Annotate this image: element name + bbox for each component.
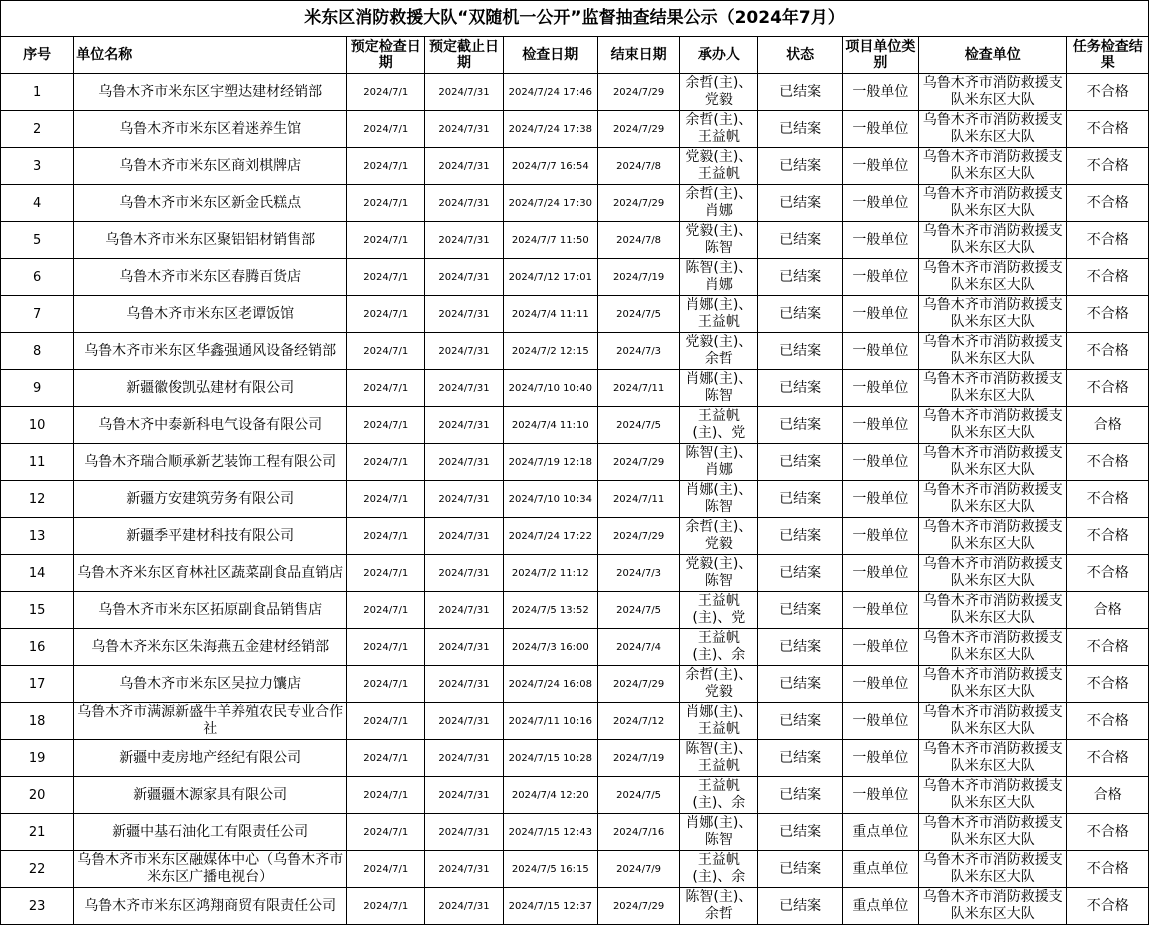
cell-index: 12: [1, 481, 74, 518]
table-row: [1, 592, 1149, 629]
cell-status: 已结案: [758, 666, 842, 703]
cell-handler: 党毅(主)、陈智: [680, 222, 758, 259]
cell-handler: 余哲(主)、党毅: [680, 74, 758, 111]
cell-index: 15: [1, 592, 74, 629]
cell-project-type: 一般单位: [842, 370, 918, 407]
cell-plan-deadline: 2024/7/31: [425, 148, 503, 185]
cell-plan-check-date: 2024/7/1: [347, 592, 425, 629]
cell-project-type: 一般单位: [842, 555, 918, 592]
cell-check-unit: 乌鲁木齐市消防救援支队米东区大队: [919, 851, 1067, 888]
cell-check-date: 2024/7/10 10:40: [503, 370, 597, 407]
cell-result: 不合格: [1067, 148, 1149, 185]
cell-plan-deadline: 2024/7/31: [425, 851, 503, 888]
cell-handler: 王益帆(主)、余: [680, 777, 758, 814]
cell-project-type: 一般单位: [842, 592, 918, 629]
cell-end-date: 2024/7/29: [597, 518, 679, 555]
cell-plan-check-date: 2024/7/1: [347, 74, 425, 111]
cell-handler: 王益帆(主)、党: [680, 407, 758, 444]
cell-plan-deadline: 2024/7/31: [425, 629, 503, 666]
cell-end-date: 2024/7/29: [597, 74, 679, 111]
cell-end-date: 2024/7/29: [597, 185, 679, 222]
cell-project-type: 一般单位: [842, 740, 918, 777]
cell-plan-deadline: 2024/7/31: [425, 592, 503, 629]
cell-status: 已结案: [758, 851, 842, 888]
table-row: [1, 666, 1149, 703]
cell-status: 已结案: [758, 148, 842, 185]
cell-index: 22: [1, 851, 74, 888]
cell-project-type: 一般单位: [842, 259, 918, 296]
cell-plan-deadline: 2024/7/31: [425, 555, 503, 592]
table-body: [1, 74, 1149, 925]
cell-handler: 王益帆(主)、余: [680, 851, 758, 888]
cell-index: 10: [1, 407, 74, 444]
table-row: [1, 777, 1149, 814]
cell-result: 不合格: [1067, 555, 1149, 592]
table-row: [1, 518, 1149, 555]
cell-index: 8: [1, 333, 74, 370]
cell-handler: 陈智(主)、肖娜: [680, 259, 758, 296]
cell-handler: 肖娜(主)、陈智: [680, 814, 758, 851]
cell-check-date: 2024/7/24 17:22: [503, 518, 597, 555]
cell-project-type: 重点单位: [842, 888, 918, 925]
table-row: [1, 740, 1149, 777]
cell-plan-deadline: 2024/7/31: [425, 222, 503, 259]
cell-check-date: 2024/7/2 11:12: [503, 555, 597, 592]
cell-plan-deadline: 2024/7/31: [425, 740, 503, 777]
cell-unit-name: 乌鲁木齐市米东区春腾百货店: [74, 259, 347, 296]
cell-end-date: 2024/7/3: [597, 333, 679, 370]
table-row: [1, 629, 1149, 666]
cell-handler: 王益帆(主)、余: [680, 629, 758, 666]
table-row: [1, 703, 1149, 740]
cell-project-type: 重点单位: [842, 851, 918, 888]
cell-check-date: 2024/7/11 10:16: [503, 703, 597, 740]
cell-check-date: 2024/7/4 11:10: [503, 407, 597, 444]
table-row: [1, 74, 1149, 111]
cell-end-date: 2024/7/19: [597, 740, 679, 777]
cell-project-type: 一般单位: [842, 148, 918, 185]
cell-plan-check-date: 2024/7/1: [347, 555, 425, 592]
cell-status: 已结案: [758, 111, 842, 148]
cell-index: 13: [1, 518, 74, 555]
cell-project-type: 一般单位: [842, 703, 918, 740]
cell-check-unit: 乌鲁木齐市消防救援支队米东区大队: [919, 407, 1067, 444]
cell-result: 合格: [1067, 592, 1149, 629]
header-check-date: 检查日期: [503, 37, 597, 74]
cell-status: 已结案: [758, 296, 842, 333]
cell-unit-name: 乌鲁木齐市米东区新金氏糕点: [74, 185, 347, 222]
cell-plan-check-date: 2024/7/1: [347, 814, 425, 851]
cell-index: 6: [1, 259, 74, 296]
cell-unit-name: 乌鲁木齐米东区朱海燕五金建材经销部: [74, 629, 347, 666]
cell-result: 不合格: [1067, 185, 1149, 222]
table-row: [1, 296, 1149, 333]
cell-status: 已结案: [758, 185, 842, 222]
header-row: [1, 37, 1149, 74]
cell-check-date: 2024/7/12 17:01: [503, 259, 597, 296]
header-end-date: 结束日期: [597, 37, 679, 74]
cell-plan-deadline: 2024/7/31: [425, 407, 503, 444]
cell-check-unit: 乌鲁木齐市消防救援支队米东区大队: [919, 259, 1067, 296]
cell-plan-check-date: 2024/7/1: [347, 259, 425, 296]
cell-project-type: 一般单位: [842, 407, 918, 444]
cell-status: 已结案: [758, 333, 842, 370]
table-row: [1, 888, 1149, 925]
cell-handler: 陈智(主)、王益帆: [680, 740, 758, 777]
cell-status: 已结案: [758, 777, 842, 814]
cell-index: 5: [1, 222, 74, 259]
cell-check-unit: 乌鲁木齐市消防救援支队米东区大队: [919, 444, 1067, 481]
cell-end-date: 2024/7/8: [597, 222, 679, 259]
cell-index: 20: [1, 777, 74, 814]
cell-plan-check-date: 2024/7/1: [347, 333, 425, 370]
cell-end-date: 2024/7/19: [597, 259, 679, 296]
cell-end-date: 2024/7/5: [597, 407, 679, 444]
cell-end-date: 2024/7/5: [597, 592, 679, 629]
cell-index: 23: [1, 888, 74, 925]
table-row: [1, 481, 1149, 518]
cell-result: 不合格: [1067, 814, 1149, 851]
cell-result: 不合格: [1067, 703, 1149, 740]
cell-result: 不合格: [1067, 370, 1149, 407]
cell-check-date: 2024/7/24 17:46: [503, 74, 597, 111]
cell-unit-name: 新疆中麦房地产经纪有限公司: [74, 740, 347, 777]
cell-handler: 余哲(主)、党毅: [680, 518, 758, 555]
cell-check-unit: 乌鲁木齐市消防救援支队米东区大队: [919, 814, 1067, 851]
cell-check-unit: 乌鲁木齐市消防救援支队米东区大队: [919, 740, 1067, 777]
cell-plan-deadline: 2024/7/31: [425, 111, 503, 148]
cell-index: 9: [1, 370, 74, 407]
cell-plan-deadline: 2024/7/31: [425, 74, 503, 111]
cell-unit-name: 乌鲁木齐市米东区华鑫强通风设备经销部: [74, 333, 347, 370]
cell-result: 不合格: [1067, 296, 1149, 333]
cell-status: 已结案: [758, 703, 842, 740]
cell-result: 不合格: [1067, 629, 1149, 666]
cell-plan-check-date: 2024/7/1: [347, 148, 425, 185]
cell-plan-deadline: 2024/7/31: [425, 444, 503, 481]
cell-index: 7: [1, 296, 74, 333]
cell-handler: 余哲(主)、党毅: [680, 666, 758, 703]
cell-unit-name: 乌鲁木齐市米东区融媒体中心（乌鲁木齐市米东区广播电视台）: [74, 851, 347, 888]
cell-project-type: 一般单位: [842, 629, 918, 666]
cell-result: 不合格: [1067, 111, 1149, 148]
cell-handler: 余哲(主)、肖娜: [680, 185, 758, 222]
cell-check-date: 2024/7/5 16:15: [503, 851, 597, 888]
header-unit-name: 单位名称: [74, 37, 347, 74]
cell-check-unit: 乌鲁木齐市消防救援支队米东区大队: [919, 370, 1067, 407]
cell-handler: 陈智(主)、余哲: [680, 888, 758, 925]
cell-plan-deadline: 2024/7/31: [425, 259, 503, 296]
cell-end-date: 2024/7/29: [597, 111, 679, 148]
cell-plan-check-date: 2024/7/1: [347, 111, 425, 148]
header-plan-check-date: 预定检查日期: [347, 37, 425, 74]
cell-check-date: 2024/7/24 16:08: [503, 666, 597, 703]
cell-end-date: 2024/7/11: [597, 481, 679, 518]
cell-unit-name: 乌鲁木齐瑞合顺承新艺装饰工程有限公司: [74, 444, 347, 481]
cell-plan-check-date: 2024/7/1: [347, 185, 425, 222]
cell-check-unit: 乌鲁木齐市消防救援支队米东区大队: [919, 185, 1067, 222]
cell-result: 不合格: [1067, 740, 1149, 777]
cell-index: 17: [1, 666, 74, 703]
cell-end-date: 2024/7/16: [597, 814, 679, 851]
cell-check-date: 2024/7/24 17:38: [503, 111, 597, 148]
cell-handler: 陈智(主)、肖娜: [680, 444, 758, 481]
header-plan-deadline: 预定截止日期: [425, 37, 503, 74]
cell-check-date: 2024/7/7 11:50: [503, 222, 597, 259]
table-row: [1, 333, 1149, 370]
table-row: [1, 555, 1149, 592]
cell-plan-check-date: 2024/7/1: [347, 851, 425, 888]
cell-check-date: 2024/7/24 17:30: [503, 185, 597, 222]
cell-plan-check-date: 2024/7/1: [347, 370, 425, 407]
cell-check-unit: 乌鲁木齐市消防救援支队米东区大队: [919, 592, 1067, 629]
table-row: [1, 185, 1149, 222]
cell-status: 已结案: [758, 370, 842, 407]
page-title: 米东区消防救援大队“双随机一公开”监督抽查结果公示（2024年7月）: [1, 1, 1149, 37]
table-row: [1, 851, 1149, 888]
cell-handler: 肖娜(主)、王益帆: [680, 703, 758, 740]
cell-check-date: 2024/7/5 13:52: [503, 592, 597, 629]
cell-check-date: 2024/7/4 11:11: [503, 296, 597, 333]
cell-project-type: 一般单位: [842, 296, 918, 333]
cell-index: 11: [1, 444, 74, 481]
cell-check-unit: 乌鲁木齐市消防救援支队米东区大队: [919, 111, 1067, 148]
cell-end-date: 2024/7/29: [597, 666, 679, 703]
cell-unit-name: 乌鲁木齐市米东区拓原副食品销售店: [74, 592, 347, 629]
cell-end-date: 2024/7/29: [597, 888, 679, 925]
cell-check-unit: 乌鲁木齐市消防救援支队米东区大队: [919, 74, 1067, 111]
cell-check-date: 2024/7/15 10:28: [503, 740, 597, 777]
cell-status: 已结案: [758, 407, 842, 444]
cell-plan-deadline: 2024/7/31: [425, 333, 503, 370]
cell-status: 已结案: [758, 444, 842, 481]
cell-check-unit: 乌鲁木齐市消防救援支队米东区大队: [919, 666, 1067, 703]
cell-status: 已结案: [758, 555, 842, 592]
cell-unit-name: 乌鲁木齐市满源新盛牛羊养殖农民专业合作社: [74, 703, 347, 740]
cell-status: 已结案: [758, 888, 842, 925]
cell-plan-deadline: 2024/7/31: [425, 296, 503, 333]
cell-check-date: 2024/7/15 12:43: [503, 814, 597, 851]
cell-unit-name: 新疆方安建筑劳务有限公司: [74, 481, 347, 518]
table-row: [1, 370, 1149, 407]
cell-handler: 党毅(主)、王益帆: [680, 148, 758, 185]
cell-check-unit: 乌鲁木齐市消防救援支队米东区大队: [919, 777, 1067, 814]
cell-end-date: 2024/7/9: [597, 851, 679, 888]
cell-result: 不合格: [1067, 888, 1149, 925]
cell-result: 不合格: [1067, 74, 1149, 111]
cell-plan-check-date: 2024/7/1: [347, 777, 425, 814]
cell-unit-name: 乌鲁木齐中泰新科电气设备有限公司: [74, 407, 347, 444]
cell-unit-name: 新疆疆木源家具有限公司: [74, 777, 347, 814]
cell-end-date: 2024/7/5: [597, 296, 679, 333]
cell-index: 4: [1, 185, 74, 222]
cell-plan-deadline: 2024/7/31: [425, 814, 503, 851]
cell-plan-check-date: 2024/7/1: [347, 740, 425, 777]
cell-unit-name: 乌鲁木齐市米东区宇塑达建材经销部: [74, 74, 347, 111]
cell-result: 不合格: [1067, 222, 1149, 259]
cell-unit-name: 新疆徽俊凯弘建材有限公司: [74, 370, 347, 407]
cell-project-type: 一般单位: [842, 185, 918, 222]
cell-end-date: 2024/7/12: [597, 703, 679, 740]
cell-project-type: 一般单位: [842, 444, 918, 481]
cell-check-unit: 乌鲁木齐市消防救援支队米东区大队: [919, 888, 1067, 925]
cell-result: 不合格: [1067, 333, 1149, 370]
cell-project-type: 一般单位: [842, 666, 918, 703]
cell-index: 3: [1, 148, 74, 185]
cell-status: 已结案: [758, 592, 842, 629]
cell-check-unit: 乌鲁木齐市消防救援支队米东区大队: [919, 222, 1067, 259]
cell-plan-deadline: 2024/7/31: [425, 703, 503, 740]
table-row: [1, 814, 1149, 851]
cell-check-unit: 乌鲁木齐市消防救援支队米东区大队: [919, 629, 1067, 666]
cell-unit-name: 乌鲁木齐市米东区吴拉力馕店: [74, 666, 347, 703]
cell-status: 已结案: [758, 259, 842, 296]
cell-handler: 肖娜(主)、陈智: [680, 481, 758, 518]
cell-project-type: 一般单位: [842, 518, 918, 555]
cell-status: 已结案: [758, 518, 842, 555]
cell-check-date: 2024/7/15 12:37: [503, 888, 597, 925]
cell-end-date: 2024/7/5: [597, 777, 679, 814]
header-project-type: 项目单位类别: [842, 37, 918, 74]
header-status: 状态: [758, 37, 842, 74]
cell-index: 21: [1, 814, 74, 851]
cell-end-date: 2024/7/8: [597, 148, 679, 185]
cell-end-date: 2024/7/3: [597, 555, 679, 592]
cell-unit-name: 乌鲁木齐市米东区着迷养生馆: [74, 111, 347, 148]
cell-unit-name: 新疆中基石油化工有限责任公司: [74, 814, 347, 851]
cell-check-date: 2024/7/19 12:18: [503, 444, 597, 481]
cell-index: 1: [1, 74, 74, 111]
cell-status: 已结案: [758, 740, 842, 777]
cell-handler: 王益帆(主)、党: [680, 592, 758, 629]
cell-plan-deadline: 2024/7/31: [425, 185, 503, 222]
cell-result: 不合格: [1067, 518, 1149, 555]
cell-unit-name: 乌鲁木齐市米东区鸿翔商贸有限责任公司: [74, 888, 347, 925]
cell-project-type: 一般单位: [842, 111, 918, 148]
cell-result: 合格: [1067, 407, 1149, 444]
cell-plan-deadline: 2024/7/31: [425, 777, 503, 814]
cell-handler: 肖娜(主)、陈智: [680, 370, 758, 407]
cell-check-date: 2024/7/2 12:15: [503, 333, 597, 370]
cell-index: 16: [1, 629, 74, 666]
cell-unit-name: 乌鲁木齐市米东区老谭饭馆: [74, 296, 347, 333]
cell-unit-name: 乌鲁木齐市米东区商刘棋牌店: [74, 148, 347, 185]
cell-plan-check-date: 2024/7/1: [347, 407, 425, 444]
cell-status: 已结案: [758, 481, 842, 518]
cell-status: 已结案: [758, 222, 842, 259]
cell-status: 已结案: [758, 629, 842, 666]
header-check-unit: 检查单位: [919, 37, 1067, 74]
cell-handler: 肖娜(主)、王益帆: [680, 296, 758, 333]
cell-plan-deadline: 2024/7/31: [425, 518, 503, 555]
cell-check-date: 2024/7/3 16:00: [503, 629, 597, 666]
cell-check-unit: 乌鲁木齐市消防救援支队米东区大队: [919, 703, 1067, 740]
cell-unit-name: 乌鲁木齐米东区育林社区蔬菜副食品直销店: [74, 555, 347, 592]
cell-plan-check-date: 2024/7/1: [347, 222, 425, 259]
header-result: 任务检查结果: [1067, 37, 1149, 74]
cell-end-date: 2024/7/4: [597, 629, 679, 666]
cell-plan-deadline: 2024/7/31: [425, 666, 503, 703]
cell-project-type: 一般单位: [842, 481, 918, 518]
cell-plan-check-date: 2024/7/1: [347, 296, 425, 333]
cell-handler: 余哲(主)、王益帆: [680, 111, 758, 148]
cell-plan-check-date: 2024/7/1: [347, 703, 425, 740]
cell-plan-check-date: 2024/7/1: [347, 444, 425, 481]
cell-plan-check-date: 2024/7/1: [347, 888, 425, 925]
cell-check-unit: 乌鲁木齐市消防救援支队米东区大队: [919, 555, 1067, 592]
cell-plan-check-date: 2024/7/1: [347, 629, 425, 666]
cell-check-unit: 乌鲁木齐市消防救援支队米东区大队: [919, 148, 1067, 185]
cell-status: 已结案: [758, 74, 842, 111]
cell-check-unit: 乌鲁木齐市消防救援支队米东区大队: [919, 481, 1067, 518]
table-row: [1, 444, 1149, 481]
cell-check-unit: 乌鲁木齐市消防救援支队米东区大队: [919, 296, 1067, 333]
cell-plan-deadline: 2024/7/31: [425, 481, 503, 518]
cell-handler: 党毅(主)、余哲: [680, 333, 758, 370]
cell-result: 合格: [1067, 777, 1149, 814]
cell-plan-check-date: 2024/7/1: [347, 666, 425, 703]
table-row: [1, 222, 1149, 259]
cell-index: 19: [1, 740, 74, 777]
cell-result: 不合格: [1067, 851, 1149, 888]
cell-plan-deadline: 2024/7/31: [425, 370, 503, 407]
cell-unit-name: 乌鲁木齐市米东区聚铝铝材销售部: [74, 222, 347, 259]
cell-plan-deadline: 2024/7/31: [425, 888, 503, 925]
cell-unit-name: 新疆季平建材科技有限公司: [74, 518, 347, 555]
header-handler: 承办人: [680, 37, 758, 74]
cell-plan-check-date: 2024/7/1: [347, 518, 425, 555]
cell-check-date: 2024/7/4 12:20: [503, 777, 597, 814]
cell-result: 不合格: [1067, 666, 1149, 703]
cell-index: 14: [1, 555, 74, 592]
cell-project-type: 一般单位: [842, 222, 918, 259]
cell-check-date: 2024/7/10 10:34: [503, 481, 597, 518]
cell-result: 不合格: [1067, 444, 1149, 481]
cell-status: 已结案: [758, 814, 842, 851]
table-row: [1, 259, 1149, 296]
table-row: [1, 407, 1149, 444]
cell-project-type: 一般单位: [842, 74, 918, 111]
cell-check-unit: 乌鲁木齐市消防救援支队米东区大队: [919, 333, 1067, 370]
cell-end-date: 2024/7/29: [597, 444, 679, 481]
cell-check-unit: 乌鲁木齐市消防救援支队米东区大队: [919, 518, 1067, 555]
cell-plan-check-date: 2024/7/1: [347, 481, 425, 518]
cell-handler: 党毅(主)、陈智: [680, 555, 758, 592]
cell-project-type: 一般单位: [842, 333, 918, 370]
header-index: 序号: [1, 37, 74, 74]
cell-check-date: 2024/7/7 16:54: [503, 148, 597, 185]
cell-index: 18: [1, 703, 74, 740]
cell-end-date: 2024/7/11: [597, 370, 679, 407]
cell-project-type: 重点单位: [842, 814, 918, 851]
cell-result: 不合格: [1067, 481, 1149, 518]
cell-result: 不合格: [1067, 259, 1149, 296]
table-row: [1, 148, 1149, 185]
cell-project-type: 一般单位: [842, 777, 918, 814]
table-row: [1, 111, 1149, 148]
cell-index: 2: [1, 111, 74, 148]
